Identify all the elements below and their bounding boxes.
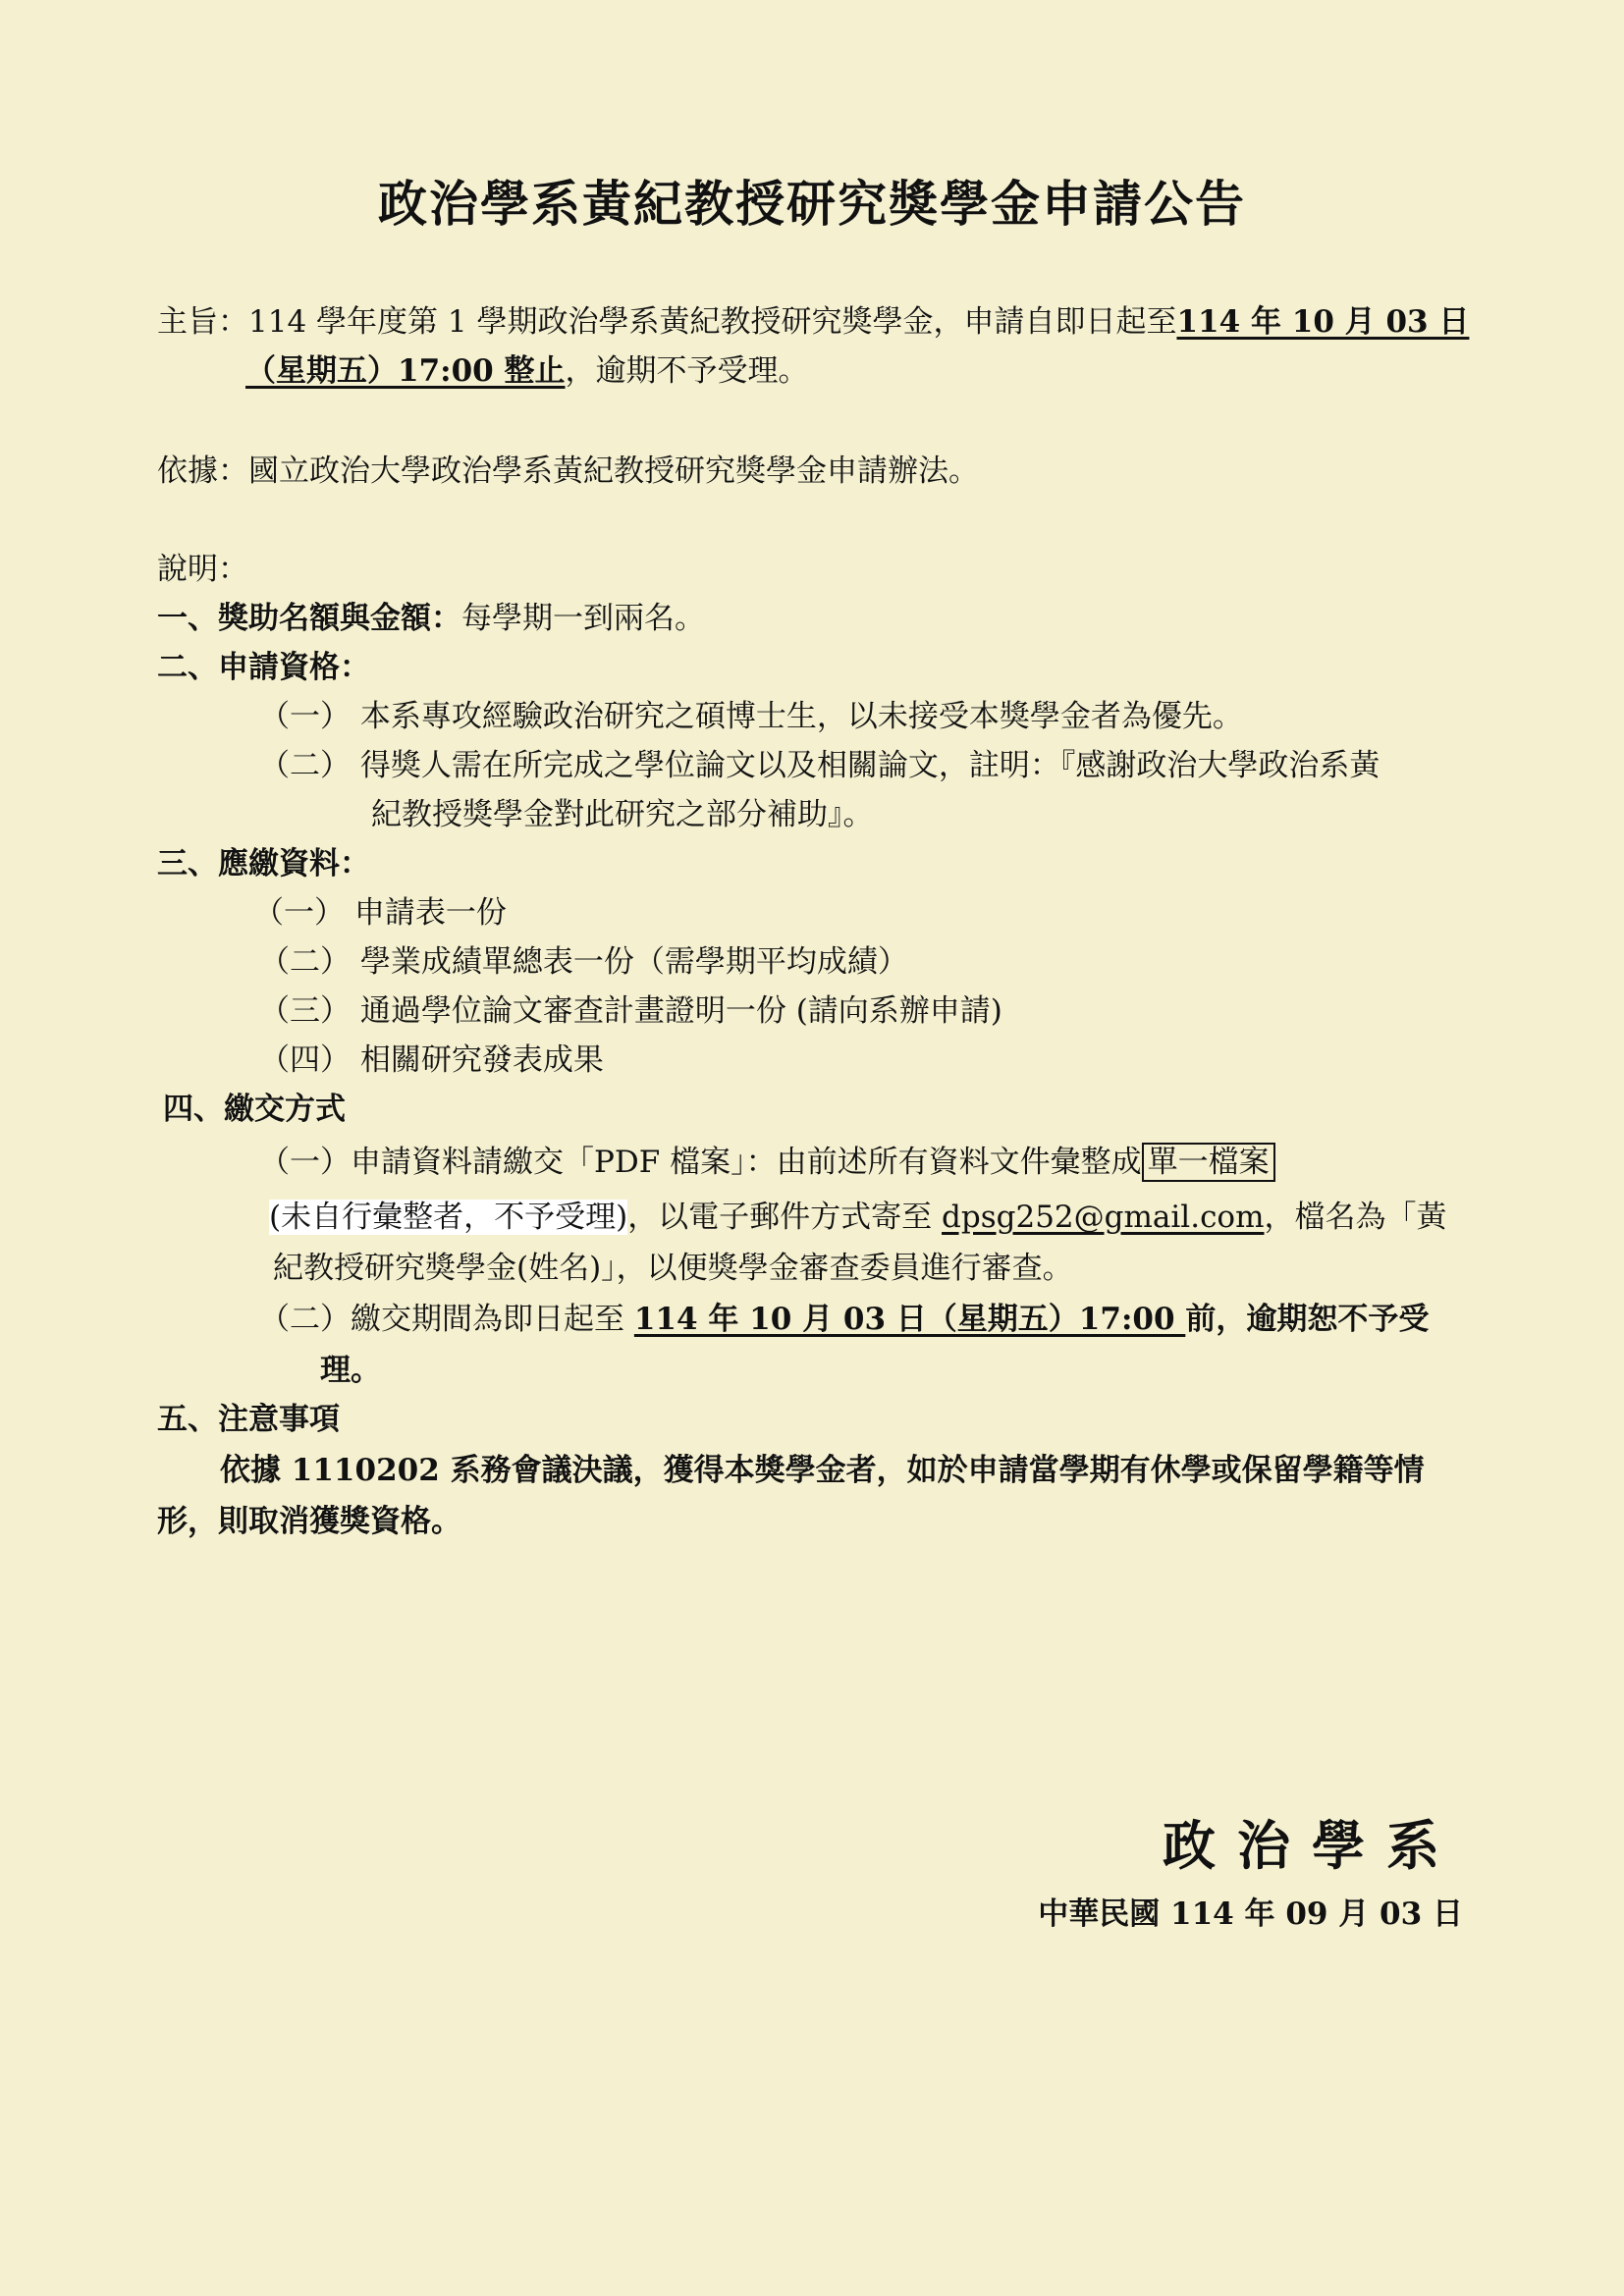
email-instruction: ，以電子郵件方式寄至 bbox=[627, 1200, 943, 1235]
section-4-item-1-line-2 bbox=[269, 1196, 1446, 1239]
section-3-item-2: （二） 學業成績單總表一份（需學期平均成績） bbox=[259, 944, 908, 980]
section-3-item-3: （三） 通過學位論文審查計畫證明一份 (請向系辦申請) bbox=[259, 993, 1002, 1029]
basis-text: 國立政治大學政治學系黃紀教授研究獎學金申請辦法。 bbox=[248, 454, 979, 489]
section-2-item-2-cont: 紀教授獎學金對此研究之部分補助』。 bbox=[371, 797, 874, 832]
page-title: 政治學系黃紀教授研究獎學金申請公告 bbox=[378, 175, 1246, 233]
subject-line-2 bbox=[245, 349, 809, 393]
section-4-item-2-cont: 理。 bbox=[320, 1353, 381, 1388]
section-3-heading: 三、應繳資料： bbox=[157, 846, 370, 881]
section-2-item-1: （一） 本系專攻經驗政治研究之碩博士生，以未接受本獎學金者為優先。 bbox=[259, 699, 1243, 734]
section-3-item-4: （四） 相關研究發表成果 bbox=[259, 1042, 604, 1078]
section-4-heading: 四、繳交方式 bbox=[163, 1092, 346, 1127]
section-1 bbox=[157, 597, 705, 640]
issue-date: 中華民國 114 年 09 月 03 日 bbox=[1038, 1896, 1463, 1932]
section-4-item-1 bbox=[259, 1141, 1275, 1184]
section-1-heading: 一、獎助名額與金額： bbox=[157, 601, 461, 636]
not-accepted-note: (未自行彙整者，不予受理) bbox=[269, 1200, 628, 1235]
section-4-item-2-text: （二）繳交期間為即日起至 bbox=[259, 1302, 634, 1337]
section-4-item-1-text: （一）申請資料請繳交「PDF 檔案」：由前述所有資料文件彙整成 bbox=[259, 1145, 1142, 1180]
subject-deadline-time: （星期五）17:00 整止 bbox=[245, 353, 566, 389]
single-file-boxed-text: 單一檔案 bbox=[1142, 1143, 1275, 1182]
section-5-heading: 五、注意事項 bbox=[157, 1402, 340, 1437]
subject-label: 主旨： bbox=[157, 304, 248, 340]
basis-label: 依據： bbox=[157, 454, 248, 489]
explanation-label: 說明： bbox=[157, 552, 248, 587]
section-5-line-2: 形，則取消獲獎資格。 bbox=[157, 1504, 461, 1539]
section-1-text: 每學期一到兩名。 bbox=[461, 601, 705, 636]
subject-text: 114 學年度第 1 學期政治學系黃紀教授研究獎學金，申請自即日起至 bbox=[248, 304, 1177, 340]
filename-instruction: ，檔名為「黃 bbox=[1264, 1200, 1447, 1235]
subject-line-1 bbox=[157, 300, 1469, 344]
section-3-item-1: （一） 申請表一份 bbox=[253, 895, 507, 931]
subject-deadline-date: 114 年 10 月 03 日 bbox=[1176, 304, 1470, 340]
section-2-heading: 二、申請資格： bbox=[157, 650, 370, 685]
subject-text-end: ，逾期不予受理。 bbox=[565, 353, 809, 389]
department-signature: 政治學系 bbox=[1163, 1814, 1461, 1877]
section-2-item-2: （二） 得獎人需在所完成之學位論文以及相關論文，註明：『感謝政治大學政治系黃 bbox=[259, 748, 1380, 783]
email-address: dpsg252@gmail.com bbox=[942, 1200, 1265, 1235]
basis-line bbox=[157, 450, 979, 493]
section-4-deadline: 114 年 10 月 03 日（星期五）17:00 bbox=[633, 1302, 1186, 1337]
section-4-late-note: 前，逾期恕不予受 bbox=[1185, 1302, 1430, 1337]
section-4-item-2 bbox=[259, 1298, 1429, 1341]
section-5-line-1: 依據 1110202 系務會議決議，獲得本獎學金者，如於申請當學期有休學或保留學籍等情 bbox=[220, 1453, 1425, 1488]
section-4-item-1-line-3: 紀教授研究獎學金(姓名)」，以便獎學金審查委員進行審查。 bbox=[273, 1251, 1073, 1286]
